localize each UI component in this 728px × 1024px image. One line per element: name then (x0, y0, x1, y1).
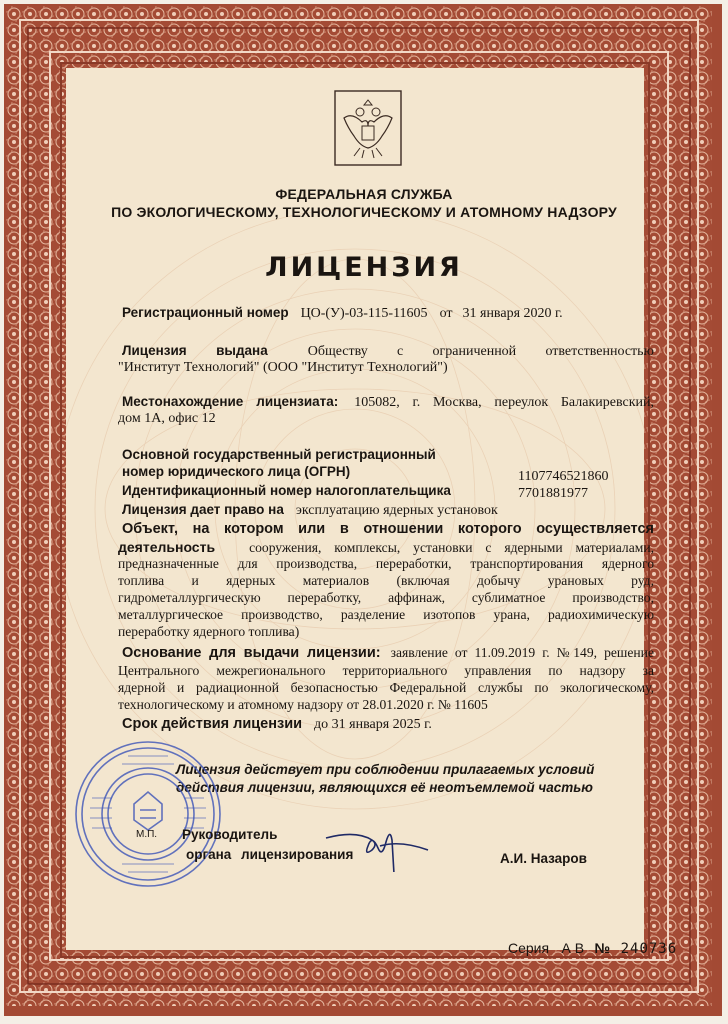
object-label-line2: деятельность (118, 539, 216, 555)
object-line6: переработку ядерного топлива) (118, 624, 300, 639)
object-line4: гидрометаллургическую переработку, аффинаж, сублиматное производство, (118, 590, 654, 605)
issued-to-line1 (122, 343, 654, 360)
object-line5: металлургическое производство, разделение изотопов урана, радиохимическую (118, 607, 654, 622)
ogrn-label-line1: Основной государственный регистрационный (122, 447, 436, 462)
ogrn-label-line2: номер юридического лица (ОГРН) (122, 464, 351, 479)
registration-from: от (439, 306, 453, 321)
coat-of-arms-icon (334, 90, 402, 166)
basis-value-line1: заявление от 11.09.2019 г. №149, решение (390, 645, 654, 660)
issued-to-label: Лицензия выдана (122, 343, 268, 358)
validity-label: Срок действия лицензии (122, 716, 303, 732)
object-line3: топлива и ядерных материалов (включая добычу урановых руд, (118, 573, 654, 588)
object-line1 (118, 539, 654, 556)
basis-label: Основание для выдачи лицензии: (122, 645, 381, 661)
object-line2: предназначенные для производства, переработки, транспортирования ядерного (118, 556, 654, 571)
inn-value: 7701881977 (518, 486, 588, 501)
basis-line3: ядерной и радиационной безопасностью Федеральной службы по экологическому, (118, 680, 654, 695)
registration-number: ЦО-(У)-03-115-11605 (300, 306, 428, 321)
location-label: Местонахождение лицензиата: (122, 394, 339, 409)
basis-line1 (122, 645, 654, 661)
basis-line4: технологическому и атомному надзору от 28.01.2020 г. № 11605 (118, 697, 488, 712)
validity-value: до 31 января 2025 г. (314, 717, 432, 732)
object-value-line1: сооружения, комплексы, установки с ядерными материалами, (249, 540, 654, 555)
series-row (508, 940, 677, 957)
handwritten-signature-icon (322, 812, 432, 872)
validity-row (122, 715, 432, 733)
object-label-line1: Объект, на котором или в отношении которого осуществляется (122, 521, 654, 537)
document-title: ЛИЦЕНЗИЯ (265, 252, 463, 283)
basis-line2: Центрального межрегионального территориального управления по надзору за (118, 663, 654, 678)
registration-row (122, 304, 563, 322)
agency-name-line2: ПО ЭКОЛОГИЧЕСКОМУ, ТЕХНОЛОГИЧЕСКОМУ И АТОМНОМУ НАДЗОРУ (111, 204, 617, 220)
agency-name-line1: ФЕДЕРАЛЬНАЯ СЛУЖБА (275, 186, 453, 202)
official-seal-icon (72, 738, 224, 890)
registration-label: Регистрационный номер (122, 305, 289, 320)
series-label: Серия (508, 940, 550, 956)
location-line1 (122, 394, 654, 411)
seal-place-mark: М.П. (136, 829, 158, 840)
signer-role-line2: органа лицензирования (186, 847, 354, 862)
inn-label: Идентификационный номер налогоплательщика (122, 483, 451, 498)
series-number: 240736 (620, 941, 678, 957)
validity-note-line1: Лицензия действует при соблюдении прилагаемых условий (176, 762, 595, 777)
signer-role-line1: Руководитель (182, 827, 278, 842)
location-value: 105082, г. Москва, переулок Балакиревский, (354, 395, 655, 410)
signer-name: А.И. Назаров (500, 851, 587, 866)
license-right-value: эксплуатацию ядерных установок (295, 503, 498, 518)
ogrn-value: 1107746521860 (518, 469, 609, 484)
registration-date: 31 января 2020 г. (462, 306, 563, 321)
license-right-label: Лицензия дает право на (122, 502, 284, 517)
issued-to-line2: "Институт Технологий" (ООО "Институт Технологий") (118, 360, 448, 375)
issued-to-value: Обществу с ограниченной ответственностью (307, 344, 654, 359)
validity-note-line2: действия лицензии, являющихся её неотъемлемой частью (176, 780, 593, 795)
license-right-row (122, 501, 498, 519)
series-number-sign: № (594, 940, 611, 956)
location-line2: дом 1А, офис 12 (118, 411, 216, 426)
series-letters: А В (561, 940, 585, 956)
